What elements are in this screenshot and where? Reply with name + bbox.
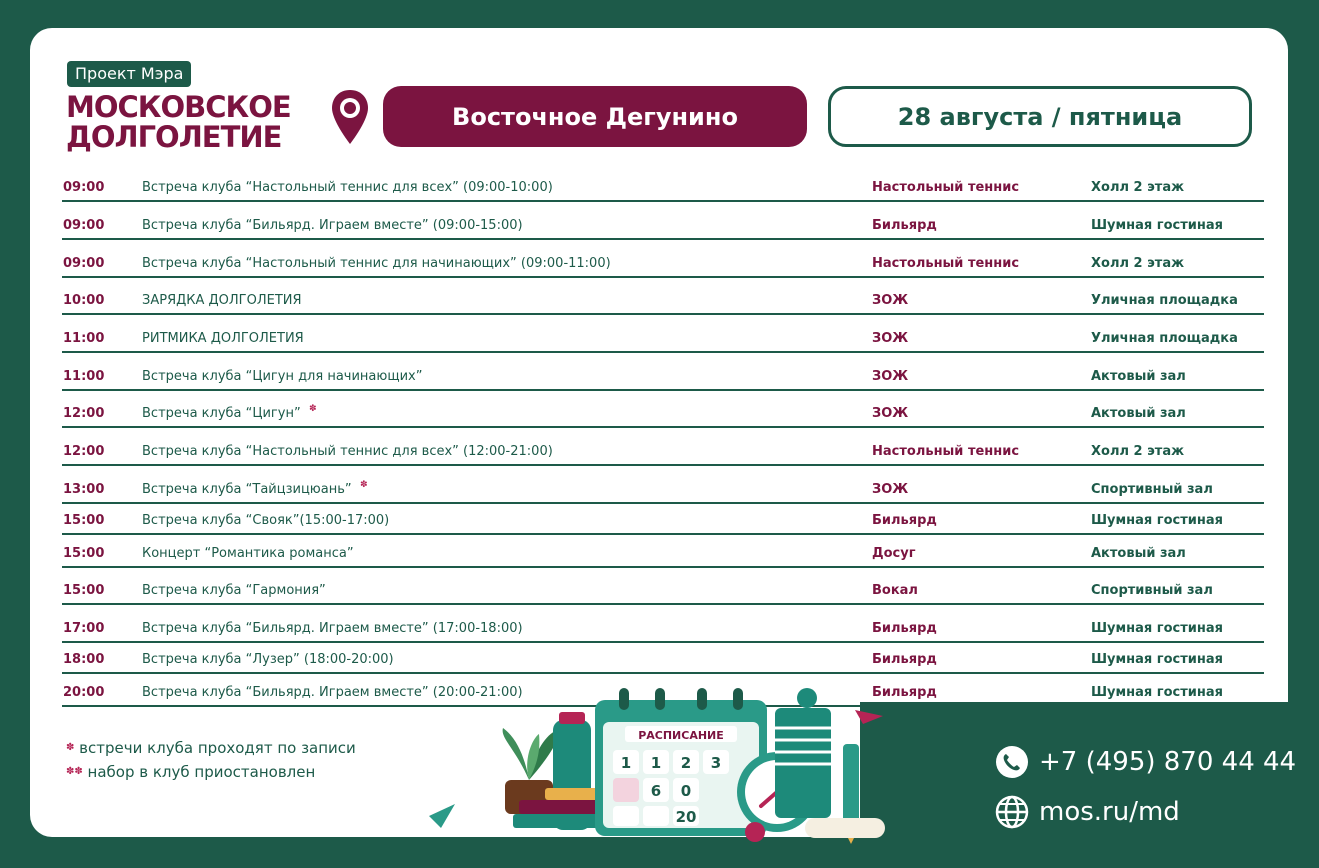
brand-line-2: ДОЛГОЛЕТИЕ [66, 120, 282, 154]
event-time: 13:00 [63, 482, 105, 497]
schedule-row [62, 579, 1264, 605]
schedule-row [62, 289, 1264, 315]
calendar-number: 6 [650, 782, 662, 800]
event-category: Настольный теннис [872, 180, 1020, 195]
event-place: Холл 2 этаж [1091, 180, 1185, 195]
event-place: Уличная площадка [1091, 331, 1238, 346]
note-text: встречи клуба проходят по записи [79, 739, 356, 757]
event-title: РИТМИКА ДОЛГОЛЕТИЯ [142, 331, 304, 346]
footnotes [66, 736, 356, 784]
event-title: Встреча клуба “Свояк”(15:00-17:00) [142, 513, 390, 528]
event-title: Встреча клуба “Настольный теннис для всех” (12:00-21:00) [142, 444, 553, 459]
event-time: 15:00 [63, 513, 105, 528]
calendar-title: РАСПИСАНИЕ [638, 729, 724, 742]
phone-number[interactable]: +7 (495) 870 44 44 [1039, 747, 1297, 777]
event-place: Спортивный зал [1091, 583, 1213, 598]
booking-mark: ✽ [309, 404, 317, 414]
event-place: Шумная гостиная [1091, 621, 1223, 636]
event-place: Уличная площадка [1091, 293, 1238, 308]
brand-logo [66, 92, 291, 152]
district-label: Восточное Дегунино [383, 86, 807, 147]
site-link[interactable]: mos.ru/md [1039, 797, 1180, 827]
date-label: 28 августа / пятница [828, 86, 1252, 147]
schedule-row [62, 252, 1264, 278]
event-time: 09:00 [63, 218, 105, 233]
event-title: Встреча клуба “Настольный теннис для всех” (09:00-10:00) [142, 180, 553, 195]
globe-icon [995, 795, 1029, 829]
event-time: 12:00 [63, 406, 105, 421]
event-place: Холл 2 этаж [1091, 256, 1185, 271]
event-place: Актовый зал [1091, 406, 1186, 421]
event-title: Концерт “Романтика романса” [142, 546, 354, 561]
site-line [995, 790, 1296, 834]
event-place: Спортивный зал [1091, 482, 1213, 497]
event-place: Шумная гостиная [1091, 685, 1223, 700]
schedule-row [62, 542, 1264, 568]
phone-line [995, 740, 1296, 784]
event-category: Вокал [872, 583, 918, 598]
event-place: Шумная гостиная [1091, 218, 1223, 233]
schedule-row [62, 440, 1264, 466]
note-mark: ✽✽ [66, 766, 83, 777]
project-badge: Проект Мэра [67, 61, 191, 87]
schedule-row [62, 327, 1264, 353]
event-time: 20:00 [63, 685, 105, 700]
event-category: Настольный теннис [872, 256, 1020, 271]
brand-line-1: МОСКОВСКОЕ [66, 90, 291, 124]
event-time: 11:00 [63, 369, 105, 384]
event-time: 09:00 [63, 180, 105, 195]
event-category: ЗОЖ [872, 482, 909, 497]
event-place: Актовый зал [1091, 546, 1186, 561]
calendar-number: 1 [650, 754, 662, 772]
event-category: Досуг [872, 546, 916, 561]
calendar-number: 0 [680, 782, 692, 800]
schedule-row [62, 478, 1264, 504]
event-category: Бильярд [872, 621, 937, 636]
event-title: Встреча клуба “Бильярд. Играем вместе” (09:00-15:00) [142, 218, 523, 233]
event-time: 12:00 [63, 444, 105, 459]
booking-mark: ✽ [360, 480, 368, 490]
event-title: Встреча клуба “Гармония” [142, 583, 326, 598]
note-booking [66, 736, 356, 760]
event-place: Актовый зал [1091, 369, 1186, 384]
schedule-illustration [405, 668, 915, 848]
schedule-row [62, 617, 1264, 643]
event-time: 15:00 [63, 546, 105, 561]
calendar-number: 20 [675, 808, 697, 826]
event-category: ЗОЖ [872, 293, 909, 308]
event-category: Бильярд [872, 652, 937, 667]
event-category: ЗОЖ [872, 369, 909, 384]
note-suspended [66, 760, 356, 784]
event-title: Встреча клуба “Бильярд. Играем вместе” (17:00-18:00) [142, 621, 523, 636]
event-title: ЗАРЯДКА ДОЛГОЛЕТИЯ [142, 293, 302, 308]
event-title: Встреча клуба “Бильярд. Играем вместе” (20:00-21:00) [142, 685, 523, 700]
note-text: набор в клуб приостановлен [87, 763, 316, 781]
schedule-row [62, 402, 1264, 428]
event-category: Бильярд [872, 685, 937, 700]
event-time: 17:00 [63, 621, 105, 636]
calendar-number: 1 [620, 754, 632, 772]
event-category: ЗОЖ [872, 331, 909, 346]
event-title: Встреча клуба “Лузер” (18:00-20:00) [142, 652, 394, 667]
contacts [995, 740, 1296, 840]
event-time: 15:00 [63, 583, 105, 598]
calendar-number: 3 [710, 754, 722, 772]
phone-icon [995, 745, 1029, 779]
event-time: 09:00 [63, 256, 105, 271]
schedule-row [62, 365, 1264, 391]
calendar-number: 2 [680, 754, 692, 772]
event-time: 10:00 [63, 293, 105, 308]
event-place: Холл 2 этаж [1091, 444, 1185, 459]
event-category: Бильярд [872, 218, 937, 233]
event-time: 18:00 [63, 652, 105, 667]
note-mark: ✽ [66, 742, 75, 753]
location-pin-icon [330, 88, 370, 146]
event-place: Шумная гостиная [1091, 652, 1223, 667]
event-title: Встреча клуба “Тайцзицюань” [142, 482, 352, 497]
event-title: Встреча клуба “Цигун” [142, 406, 301, 421]
event-title: Встреча клуба “Цигун для начинающих” [142, 369, 423, 384]
event-category: ЗОЖ [872, 406, 909, 421]
event-category: Настольный теннис [872, 444, 1020, 459]
event-category: Бильярд [872, 513, 937, 528]
event-place: Шумная гостиная [1091, 513, 1223, 528]
schedule-row [62, 509, 1264, 535]
event-time: 11:00 [63, 331, 105, 346]
schedule-row [62, 214, 1264, 240]
event-title: Встреча клуба “Настольный теннис для начинающих” (09:00-11:00) [142, 256, 611, 271]
schedule-row [62, 176, 1264, 202]
